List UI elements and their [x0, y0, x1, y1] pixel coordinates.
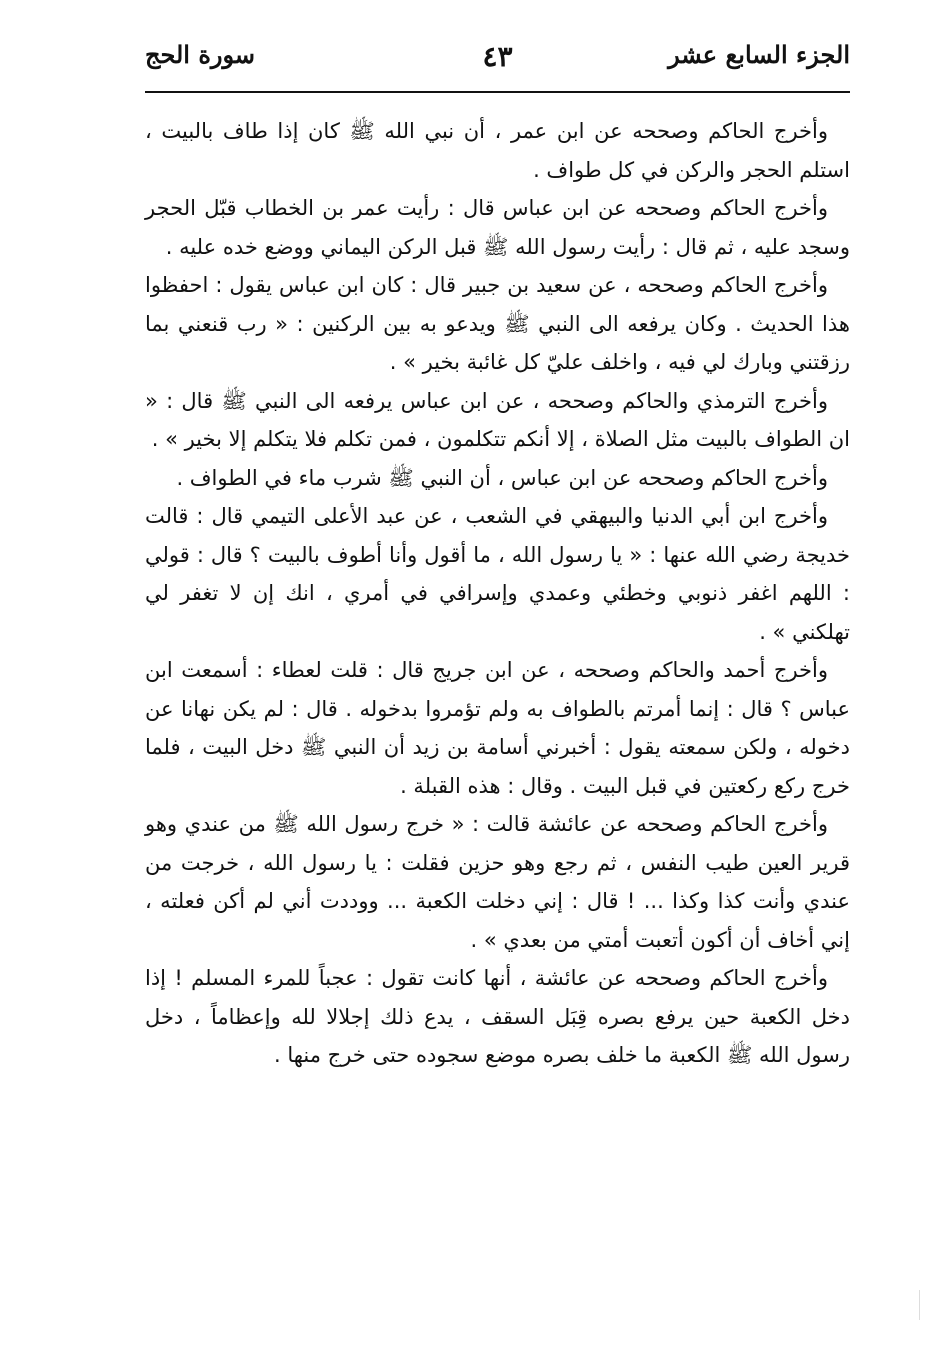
paragraph: وأخرج ابن أبي الدنيا والبيهقي في الشعب ، عن عبد الأعلى التيمي قال : قالت خديجة رضي الله عنها : « يا رسول الله ، ما أقول وأنا أطوف بالبيت ؟ قال : قولي : اللهم اغفر ذنوبي وخطئي وعمدي وإسرافي في أمري ، انك إن لا تغفر لي تهلكني » . — [145, 504, 850, 644]
paragraph: وأخرج الحاكم وصححه عن عائشة قالت : « خرج رسول الله ﷺ من عندي وهو قرير العين طيب النفس ، ثم رجع وهو حزين فقلت : يا رسول الله ، خرجت من عندي وأنت كذا وكذا ... ! قال : إني دخلت الكعبة ... ووددت أني لم أكن فعلته ، إني أخاف أن أكون أتعبت أمتي من بعدي » . — [145, 812, 850, 952]
paragraph: وأخرج الحاكم وصححه عن ابن عباس قال : رأيت عمر بن الخطاب قبّل الحجر وسجد عليه ، ثم قال : رأيت رسول الله ﷺ قبل الركن اليماني ووضع خده عليه . — [145, 196, 850, 259]
paragraph: وأخرج الحاكم وصححه عن ابن عمر ، أن نبي الله ﷺ كان إذا طاف بالبيت ، استلم الحجر والركن في كل طواف . — [145, 119, 850, 182]
paragraph: وأخرج الحاكم وصححه عن عائشة ، أنها كانت تقول : عجباً للمرء المسلم ! إذا دخل الكعبة حين يرفع بصره قِبَل السقف ، يدع ذلك إجلالا لله وإعظاماً ، دخل رسول الله ﷺ الكعبة ما خلف بصره موضع سجوده حتى خرج منها . — [145, 966, 850, 1067]
paragraph: وأخرج الحاكم وصححه عن ابن عباس ، أن النبي ﷺ شرب ماء في الطواف . — [176, 465, 828, 490]
scan-edge-mark — [919, 1290, 920, 1320]
part-title: الجزء السابع عشر — [668, 40, 850, 69]
header-divider — [145, 91, 850, 93]
page-number: ٤٣ — [482, 40, 513, 73]
page-body — [145, 112, 850, 1075]
paragraph: وأخرج أحمد والحاكم وصححه ، عن ابن جريج قال : قلت لعطاء : أسمعت ابن عباس ؟ قال : إنما أمرتم بالطواف به ولم تؤمروا بدخوله . قال : لم يكن نهانا عن دخوله ، ولكن سمعته يقول : أخبرني أسامة بن زيد أن النبي ﷺ دخل البيت ، فلما خرج ركع ركعتين في قبل البيت . وقال : هذه القبلة . — [145, 658, 850, 798]
paragraph: وأخرج الترمذي والحاكم وصححه ، عن ابن عباس يرفعه الى النبي ﷺ قال : « ان الطواف بالبيت مثل الصلاة ، إلا أنكم تتكلمون ، فمن تكلم فلا يتكلم إلا بخير » . — [145, 388, 850, 451]
page-header — [145, 40, 850, 80]
surah-title: سورة الحج — [145, 40, 255, 69]
paragraph: وأخرج الحاكم وصححه ، عن سعيد بن جبير قال : كان ابن عباس يقول : احفظوا هذا الحديث . وكان يرفعه الى النبي ﷺ ويدعو به بين الركنين : « رب قنعني بما رزقتني وبارك لي فيه ، واخلف عليّ كل غائبة بخير » . — [145, 273, 850, 374]
